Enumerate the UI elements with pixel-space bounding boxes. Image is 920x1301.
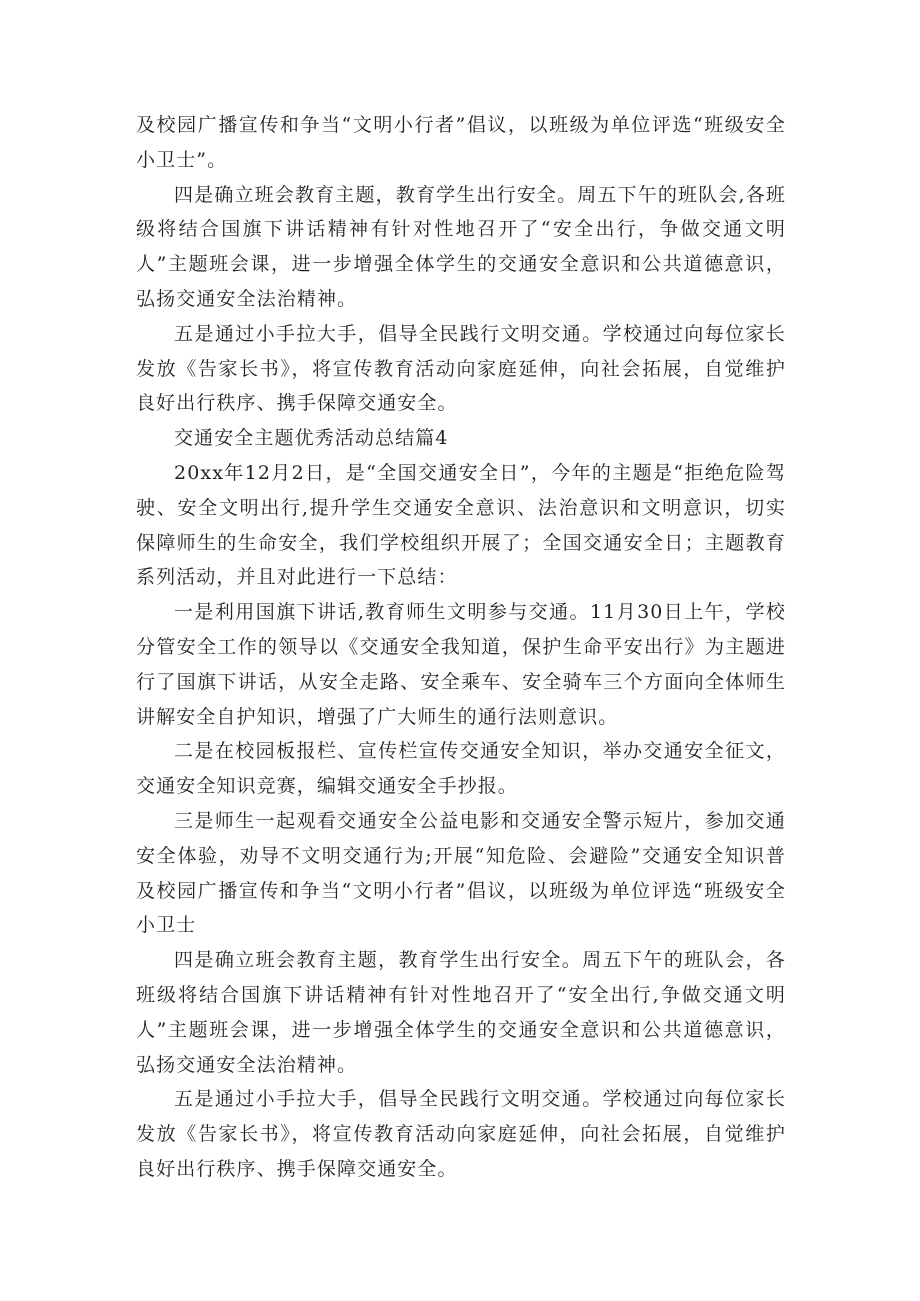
paragraph-parents-letter-2: 五是通过小手拉大手，倡导全民践行文明交通。学校通过向每位家长发放《告家长书》，将宣传教育活动向家庭延伸，向社会拓展，自觉维护良好出行秩序、携手保障交通安全。 xyxy=(136,1088,786,1180)
paragraph-continuation: 及校园广播宣传和争当“文明小行者”倡议，以班级为单位评选“班级安全小卫士”。 xyxy=(136,114,786,171)
paragraph-films: 三是师生一起观看交通安全公益电影和交通安全警示短片，参加交通安全体验，劝导不文明交通行为;开展“知危险、会避险”交通安全知识普及校园广播宣传和争当“文明小行者”倡议，以班级为单位评选“班级安全小卫士 xyxy=(136,809,786,937)
section-heading: 交通安全主题优秀活动总结篇4 xyxy=(174,427,449,450)
paragraph-blackboard: 二是在校园板报栏、宣传栏宣传交通安全知识，举办交通安全征文，交通安全知识竞赛，编辑交通安全手抄报。 xyxy=(136,740,786,798)
paragraph-flag-speech: 一是利用国旗下讲话,教育师生文明参与交通。11月30日上午，学校分管安全工作的领导以《交通安全我知道，保护生命平安出行》为主题进行了国旗下讲话，从安全走路、安全乘车、安全骑车三个方面向全体师生讲解安全自护知识，增强了广大师生的通行法则意识。 xyxy=(136,601,786,728)
document-body xyxy=(136,108,786,1187)
paragraph-class-meeting: 四是确立班会教育主题，教育学生出行安全。周五下午的班队会,各班级将结合国旗下讲话精神有针对性地召开了“安全出行，争做交通文明人”主题班会课，进一步增强全体学生的交通安全意识和公共道德意识，弘扬交通安全法治精神。 xyxy=(136,183,786,310)
paragraph-parents-letter: 五是通过小手拉大手，倡导全民践行文明交通。学校通过向每位家长发放《告家长书》，将宣传教育活动向家庭延伸，向社会拓展，自觉维护良好出行秩序、携手保障交通安全。 xyxy=(136,322,786,415)
paragraph-intro: 20xx年12月2日，是“全国交通安全日”，今年的主题是“拒绝危险驾驶、安全文明出行,提升学生交通安全意识、法治意识和文明意识，切实保障师生的生命安全，我们学校组织开展了；全国交通安全日；主题教育系列活动，并且对此进行一下总结： xyxy=(136,461,786,589)
paragraph-class-meeting-2: 四是确立班会教育主题，教育学生出行安全。周五下午的班队会，各班级将结合国旗下讲话精神有针对性地召开了“安全出行,争做交通文明人”主题班会课，进一步增强全体学生的交通安全意识和公共道德意识，弘扬交通安全法治精神。 xyxy=(136,949,786,1076)
